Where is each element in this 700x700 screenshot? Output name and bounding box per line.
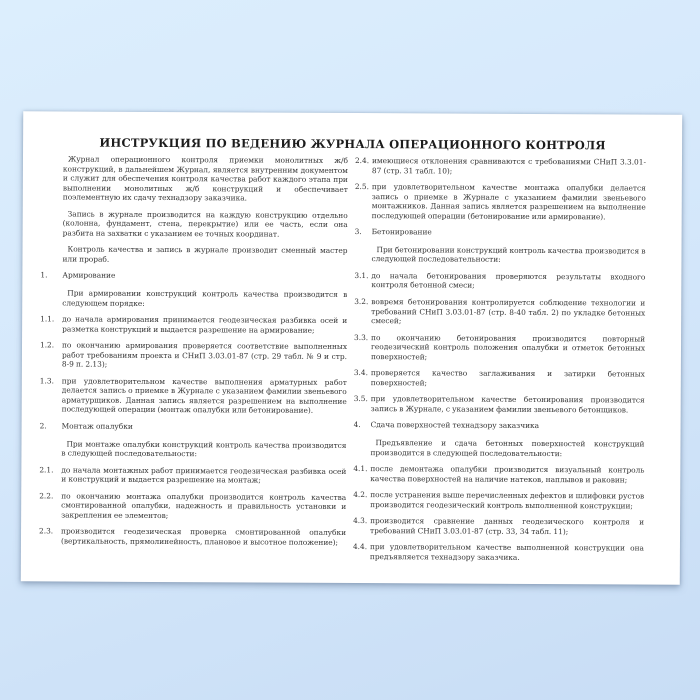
document-column-right (352, 156, 647, 570)
item-number: 3.1. (354, 270, 369, 281)
doc-list-item (39, 465, 347, 486)
item-number: 2.5. (354, 182, 369, 192)
item-number: 3. (354, 227, 362, 237)
item-number: 1.3. (39, 376, 54, 386)
item-text: Армирование (62, 270, 116, 281)
item-text: после демонтажа опалубки производится визуальный контроль качества поверхностей на наличие натеков, наплывов и раковин; (370, 464, 645, 485)
item-text: Контроль качества и запись в журнале производит сменный мастер или прораб. (62, 244, 348, 264)
item-text: производится сравнение данных геодезического контроля и требований СНиП 3.03.01-87 (стр. 33, 34 табл. 11); (370, 516, 645, 536)
doc-list-item (354, 182, 646, 222)
item-text: Предъявление и сдача бетонных поверхностей конструкций производится в следующей последовательности: (370, 438, 645, 458)
item-text: при удовлетворительном качестве бетонирования производится запись в Журнале, с указанием фамилии звеньевого бетонщиков. (370, 394, 645, 415)
doc-list-item (40, 314, 348, 336)
item-number: 3.3. (354, 332, 369, 342)
item-text: при удовлетворительном качестве монтажа опалубки делается запись о приемке в Журнале с указанием фамилии звеньевого монтажников. Данная запись является разрешением на выполнение последующей операции (бетонирование или армирование). (371, 182, 646, 222)
doc-list-item (354, 332, 646, 363)
doc-paragraph (62, 289, 347, 310)
item-text: до начала армирования принимается геодезическая разбивка осей и разметка конструкций и выдается разрешение на армирование; (62, 314, 348, 335)
item-number: 3.5. (353, 394, 368, 404)
document-column-left (39, 154, 349, 568)
item-text: при удовлетворительном качестве выполненной конструкции она предъявляется технадзору заказчика. (369, 542, 644, 562)
item-number: 2.4. (354, 156, 370, 166)
item-text: после устранения выше перечисленных дефектов и шлифовки рустов производится геодезический контроль выполненной конструкции; (370, 490, 645, 511)
item-number: 2.3. (39, 526, 54, 536)
item-text: имеющиеся отклонения сравниваются с требованиями СНиП 3.3.01-87 (стр. 31 табл. 10); (371, 156, 647, 176)
doc-list-item (353, 464, 645, 485)
item-number: 4.3. (353, 516, 368, 526)
item-text: Сдача поверхностей технадзору заказчика (370, 420, 540, 431)
doc-section-heading (39, 421, 347, 433)
item-text: Монтаж опалубки (61, 421, 133, 431)
item-text: по окончанию монтажа опалубки производится контроль качества смонтированной опалубки, надежность и правильность установки и закрепления ее элементов; (61, 491, 347, 520)
doc-section-heading (354, 227, 646, 238)
item-text: Запись в журнале производится на каждую конструкцию отдельно (колонна, фундамент, стена, перекрытие) или ее часть, если она разбита на захватки с указанием ее точных координат. (62, 209, 348, 239)
item-number: 4.4. (352, 542, 368, 552)
doc-paragraph (62, 245, 347, 266)
item-text: При монтаже опалубки конструкций контроль качества производится в следующей последовательности: (61, 439, 347, 459)
doc-paragraph (61, 439, 346, 460)
item-number: 2.1. (39, 465, 54, 475)
item-text: При бетонировании конструкций контроль качества производится в следующей последовательности: (371, 244, 646, 265)
doc-list-item (353, 516, 645, 537)
doc-list-item (354, 270, 646, 292)
item-text: производится геодезическая проверка смонтированной опалубки (вертикальность, прямолинейность, плановое и высотное положение); (60, 526, 347, 547)
item-number: 2. (39, 421, 47, 431)
doc-list-item (353, 490, 645, 511)
doc-section-heading (353, 420, 645, 432)
doc-list-item (39, 376, 347, 416)
item-number: 4. (353, 420, 361, 430)
doc-list-item (39, 526, 347, 548)
item-text: по окончанию бетонирования производится повторный геодезический контроль положения опалубки и отметок бетонных поверхностей; (370, 332, 646, 362)
item-number: 1. (40, 270, 48, 280)
item-number: 4.2. (353, 490, 368, 500)
item-number: 4.1. (353, 464, 368, 474)
doc-paragraph (371, 245, 645, 266)
item-number: 2.2. (39, 491, 54, 501)
doc-list-item (353, 368, 645, 389)
document-columns (21, 149, 682, 570)
doc-list-item (354, 297, 646, 327)
item-text: при удовлетворительном качестве выполнения арматурных работ делается запись о приемке в Журнале с указанием фамилии звеньевого арматурщиков. Данная запись является разрешением на выполнение последующей операции (монтаж опалубки или бетонирование). (61, 376, 347, 416)
item-number: 1.1. (40, 314, 55, 324)
item-text: При армировании конструкций контроль качества производится в следующем порядке: (62, 288, 348, 308)
doc-list-item (352, 542, 644, 564)
item-text: вовремя бетонирования контролируется соблюдение технологии и требований СНиП 3.03.01-87 (стр. 8-40 табл. 2) по укладке бетонных смесей; (371, 297, 646, 326)
doc-paragraph (63, 154, 348, 203)
item-text: Журнал операционного контроля приемки монолитных ж/б конструкций, в дальнейшем Журнал, является внутренним документом и служит для обеспечения контроля качества работ каждого этапа при выполнении монолитных ж/б конструкций и обеспечивает поэлементную их сдачу технадзору заказчика. (62, 154, 349, 203)
doc-list-item (39, 491, 347, 521)
document-page (21, 111, 682, 584)
item-text: до начала монтажных работ принимается геодезическая разбивка осей и конструкций и выдается разрешение на монтаж; (61, 465, 347, 485)
doc-list-item (354, 156, 647, 177)
doc-paragraph (63, 209, 348, 239)
doc-list-item (39, 340, 348, 371)
item-number: 3.2. (354, 297, 369, 307)
item-number: 1.2. (39, 340, 55, 350)
doc-section-heading (40, 270, 347, 282)
item-text: по окончанию армирования проверяется соответствие выполненных работ требованиям проекта и СНиП 3.03.01-87 (стр. 29 табл. № 9 и стр. 8-9 п. 2.13); (61, 340, 348, 370)
item-text: до начала бетонирования проверяются результаты входного контроля бетонной смеси; (371, 271, 646, 291)
item-text: проверяется качество заглаживания и затирки бетонных поверхностей; (370, 368, 645, 388)
doc-paragraph (370, 438, 644, 459)
doc-list-item (353, 394, 645, 415)
document-title: ИНСТРУКЦИЯ ПО ВЕДЕНИЮ ЖУРНАЛА ОПЕРАЦИОННОГО КОНТРОЛЯ (99, 135, 606, 153)
item-number: 3.4. (353, 368, 369, 378)
item-text: Бетонирование (371, 227, 432, 237)
